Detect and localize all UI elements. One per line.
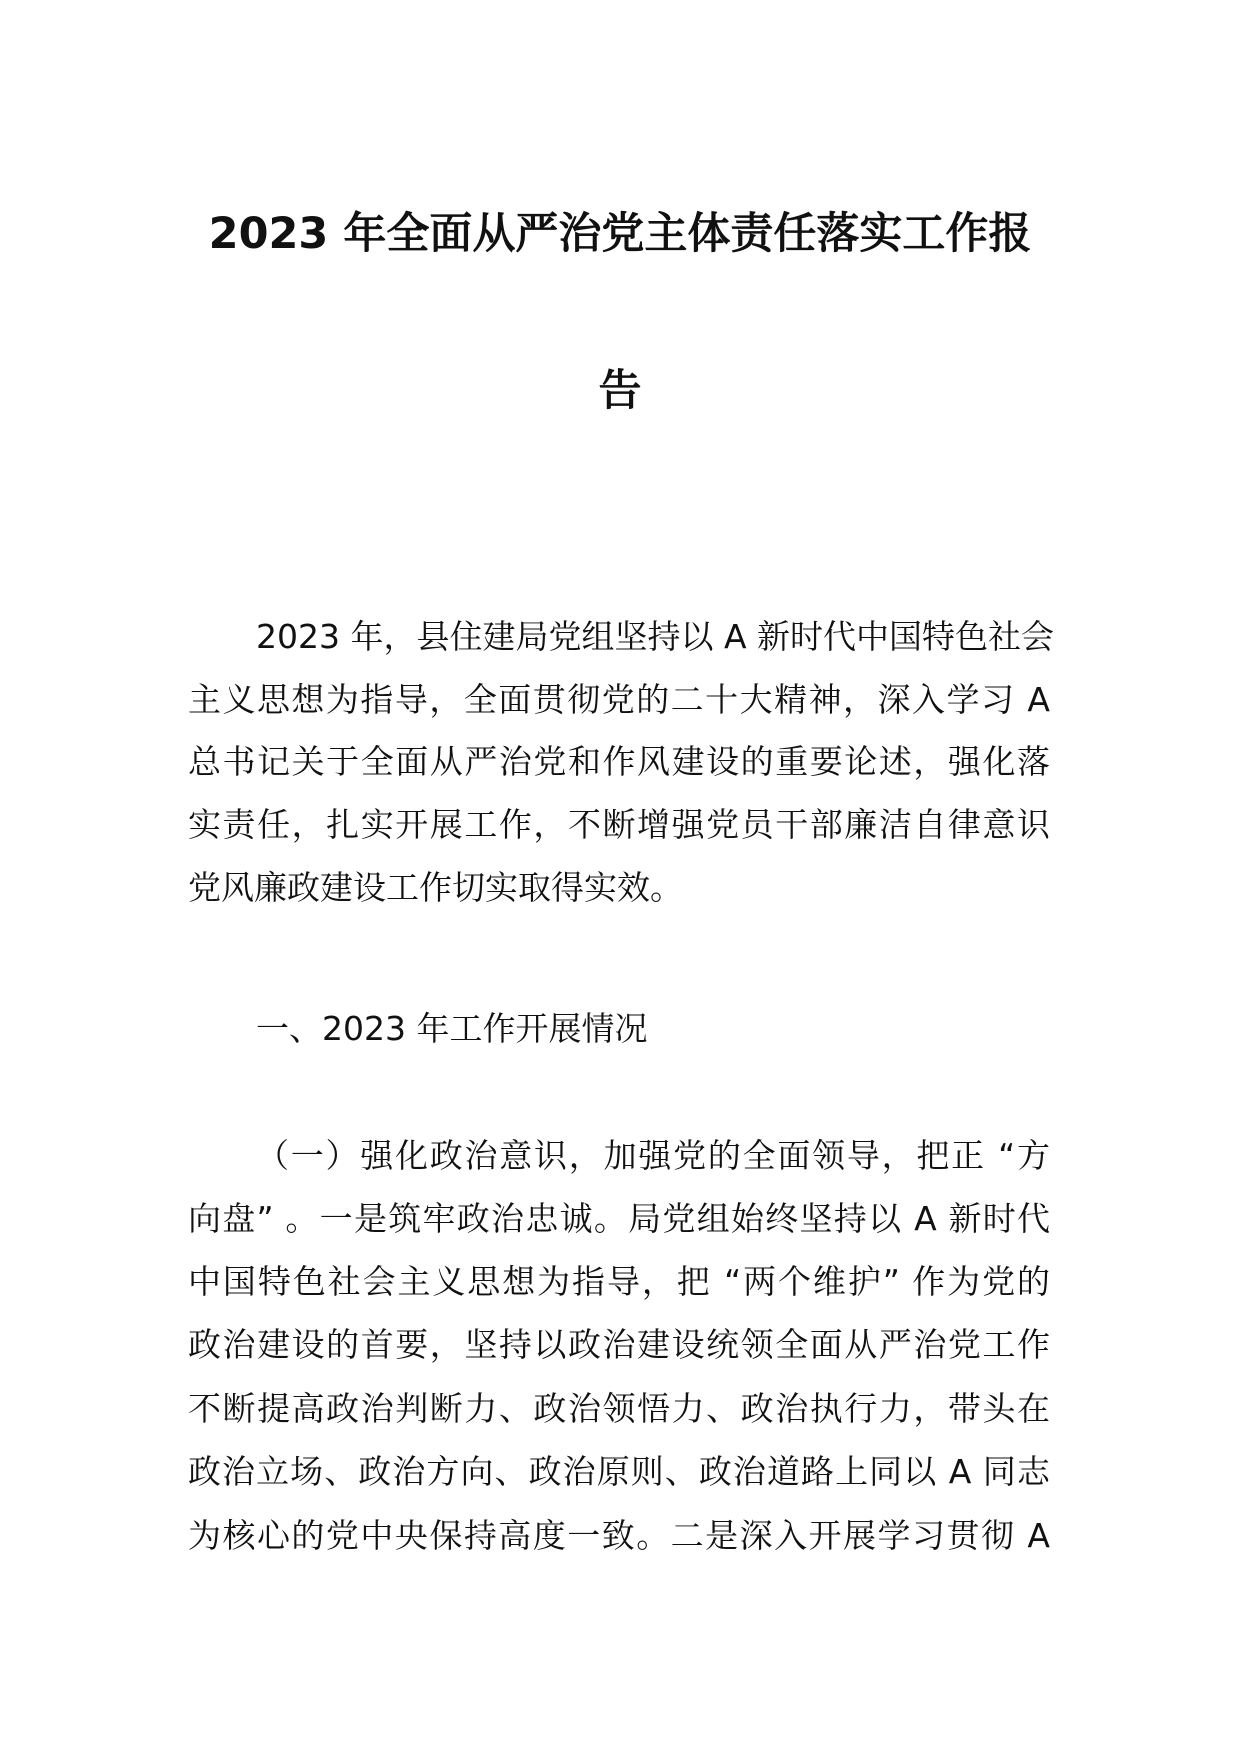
section1-paragraph-line: 政治立场、政治方向、政治原则、政治道路上同以 A 同志 (188, 1452, 1050, 1491)
section1-paragraph-line: （一）强化政治意识，加强党的全面领导，把正 “方 (256, 1136, 1050, 1175)
intro-paragraph-line: 总书记关于全面从严治党和作风建设的重要论述，强化落 (188, 742, 1050, 781)
document-title-line-1: 2023 年全面从严治党主体责任落实工作报 (208, 209, 1032, 259)
intro-paragraph-line: 党风廉政建设工作切实取得实效。 (188, 868, 683, 907)
section1-paragraph-line: 向盘” 。一是筑牢政治忠诚。局党组始终坚持以 A 新时代 (188, 1199, 1050, 1238)
intro-paragraph-line: 主义思想为指导，全面贯彻党的二十大精神，深入学习 A (188, 680, 1050, 719)
intro-paragraph-line: 2023 年，县住建局党组坚持以 A 新时代中国特色社会 (256, 617, 1055, 656)
intro-paragraph-line: 实责任，扎实开展工作，不断增强党员干部廉洁自律意识 (188, 805, 1050, 844)
section1-paragraph-line: 中国特色社会主义思想为指导，把 “两个维护” 作为党的 (188, 1262, 1050, 1301)
section1-paragraph-line: 不断提高政治判断力、政治领悟力、政治执行力，带头在 (188, 1389, 1050, 1428)
section1-paragraph-line: 为核心的党中央保持高度一致。二是深入开展学习贯彻 A (188, 1516, 1050, 1555)
section-heading: 一、2023 年工作开展情况 (256, 1009, 648, 1048)
document-title-line-2: 告 (598, 366, 642, 416)
section1-paragraph-line: 政治建设的首要，坚持以政治建设统领全面从严治党工作 (188, 1325, 1050, 1364)
